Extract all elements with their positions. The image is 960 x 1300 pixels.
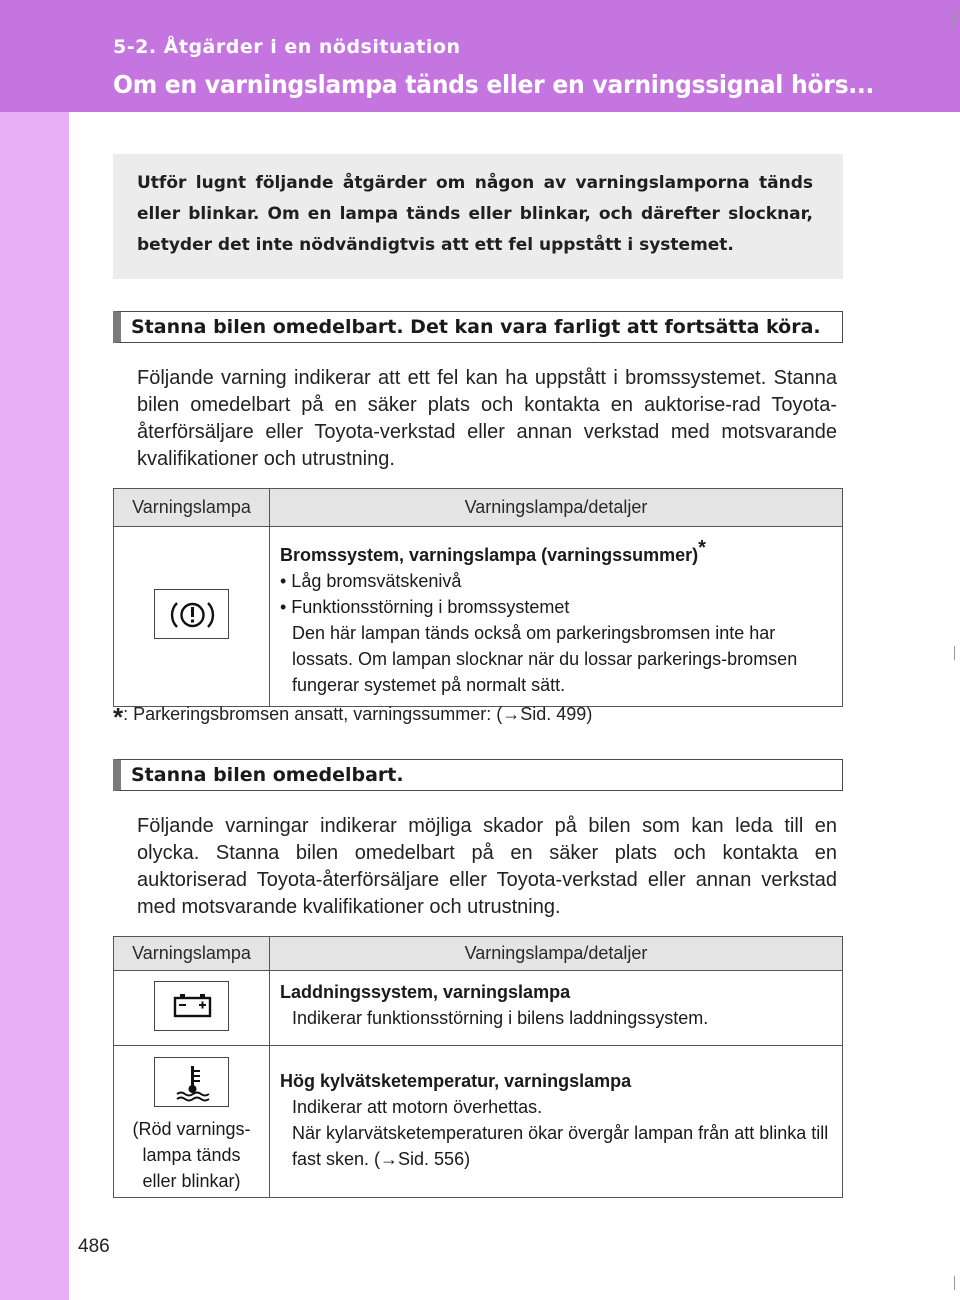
coolant-temperature-icon	[154, 1057, 229, 1107]
lamp-cell	[114, 971, 270, 1046]
table-header-row	[114, 937, 843, 971]
footnote-text: : Parkeringsbromsen ansatt, varningssummer: (→Sid. 499)	[123, 704, 593, 724]
section-1-heading: Stanna bilen omedelbart. Det kan vara farligt att fortsätta köra.	[113, 311, 843, 343]
section-2-text: Följande varningar indikerar möjliga skador på bilen som kan leda till en olycka. Stanna bilen omedelbart på en säker plats och kontakta en auktoriserad Toyota-återförsäljare eller Toyota-verkstad eller annan verkstad med motsvarande kvalifikationer och utrustning.	[137, 815, 837, 918]
bullet-item: • Låg bromsvätskenivå	[280, 571, 462, 591]
caption-line: lampa tänds	[142, 1145, 241, 1165]
table-row	[114, 527, 843, 707]
lamp-cell	[114, 1046, 270, 1198]
crop-mark	[954, 646, 955, 660]
footnote-star: *	[113, 702, 124, 732]
page-title: Om en varningslampa tänds eller en varningssignal hörs...	[113, 70, 875, 99]
coolant-desc: Indikerar att motorn överhettas.	[292, 1097, 543, 1117]
crop-mark	[954, 1276, 955, 1290]
table-row	[114, 1046, 843, 1198]
details-cell	[270, 527, 843, 707]
coolant-caption	[114, 1116, 269, 1194]
table-row	[114, 971, 843, 1046]
caption-line: eller blinkar)	[142, 1171, 241, 1191]
brake-title-text: Bromssystem, varningslampa (varningssummer)	[280, 545, 699, 565]
caption-line: (Röd varnings-	[132, 1119, 251, 1139]
details-cell	[270, 971, 843, 1046]
brake-warning-table	[113, 488, 843, 707]
brake-warning-title	[280, 535, 832, 568]
lamp-cell	[114, 527, 270, 707]
table-header-row	[114, 489, 843, 527]
page-header	[0, 0, 960, 112]
column-header-lamp: Varningslampa	[114, 489, 270, 527]
charging-title: Laddningssystem, varningslampa	[280, 982, 571, 1002]
side-margin-band	[0, 0, 69, 1300]
crop-mark	[954, 12, 955, 26]
stop-warning-table	[113, 936, 843, 1198]
footnote-marker: *	[698, 537, 706, 559]
column-header-details: Varningslampa/detaljer	[270, 937, 843, 971]
details-cell	[270, 1046, 843, 1198]
footnote	[113, 702, 592, 733]
column-header-details: Varningslampa/detaljer	[270, 489, 843, 527]
coolant-title: Hög kylvätsketemperatur, varningslampa	[280, 1071, 632, 1091]
brake-warning-icon	[154, 589, 229, 639]
intro-box	[113, 154, 843, 279]
section-2-heading: Stanna bilen omedelbart.	[113, 759, 843, 791]
section-1-text: Följande varning indikerar att ett fel kan ha uppstått i bromssystemet. Stanna bilen omedelbart på en säker plats och kontakta en auktorise-rad Toyota-återförsäljare eller Toyota-verkstad eller annan verkstad med motsvarande kvalifikationer och utrustning.	[137, 367, 837, 470]
brake-note: Den här lampan tänds också om parkeringsbromsen inte har lossats. Om lampan slocknar när du lossar parkerings-bromsen fungerar systemet på normalt sätt.	[292, 623, 798, 695]
charging-desc: Indikerar funktionsstörning i bilens laddningssystem.	[292, 1008, 709, 1028]
section-label: 5-2. Åtgärder i en nödsituation	[113, 36, 461, 58]
coolant-desc: När kylarvätsketemperaturen ökar övergår lampan från att blinka till fast sken. (→Sid. 556)	[292, 1123, 829, 1169]
column-header-lamp: Varningslampa	[114, 937, 270, 971]
battery-icon	[154, 981, 229, 1031]
bullet-item: • Funktionsstörning i bromssystemet	[280, 597, 570, 617]
page-number: 486	[78, 1236, 110, 1257]
intro-text: Utför lugnt följande åtgärder om någon av varningslamporna tänds eller blinkar. Om en lampa tänds eller blinkar, och därefter slocknar, betyder det inte nödvändigtvis att ett fel uppstått i systemet.	[137, 173, 813, 255]
